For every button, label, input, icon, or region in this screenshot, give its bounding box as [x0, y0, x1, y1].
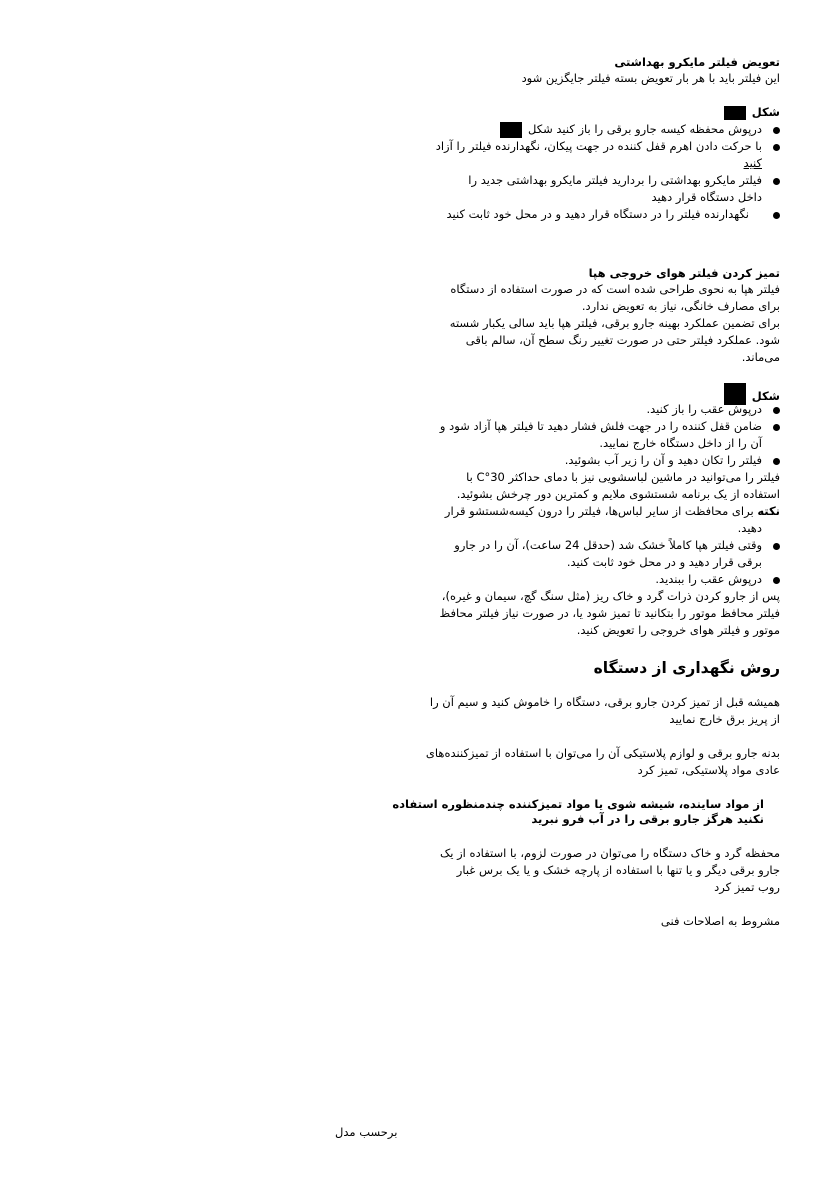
bullet-icon	[773, 458, 780, 465]
para-line: عادی مواد پلاستیکی، تمیز کرد	[637, 763, 780, 777]
step-item: نگهدارنده فیلتر را در دستگاه قرار دهید و در محل خود ثابت کنید	[446, 207, 749, 221]
step-item: فیلتر مایکرو بهداشتی را بردارید فیلتر مایکرو بهداشتی جدید را	[468, 173, 762, 187]
step-item-cont: آن را از داخل دستگاه خارج نمایید.	[599, 436, 762, 450]
note-label: نکته	[757, 504, 780, 518]
para-line: محفظه گرد و خاک دستگاه را می‌توان در صورت لزوم، با استفاده از یک	[439, 846, 780, 860]
para-line: جارو برقی دیگر و یا تنها با استفاده از پارچه خشک و یا یک برس غبار	[456, 863, 780, 877]
step-item-cont: برقی قرار دهید و در محل خود ثابت کنید.	[566, 555, 762, 569]
step-item: با حرکت دادن اهرم قفل کننده در جهت پیکان، نگهدارنده فیلتر را آزاد	[435, 139, 762, 153]
bullet-icon	[773, 424, 780, 431]
step-item: درپوش محفظه کیسه جارو برقی را باز کنید شکل	[500, 121, 762, 138]
section-title-maintenance: روش نگهداری از دستگاه	[593, 659, 780, 677]
step-item: درپوش عقب را ببندید.	[655, 572, 762, 586]
para-line: فیلتر هپا به نحوی طراحی شده است که در صورت استفاده از دستگاه	[450, 282, 780, 296]
footer-note: برحسب مدل	[335, 1125, 398, 1139]
bullet-icon	[773, 144, 780, 151]
para-line: می‌ماند.	[741, 350, 780, 364]
step-item: درپوش عقب را باز کنید.	[646, 402, 762, 416]
figure-placeholder-box	[500, 122, 522, 138]
para-line: برای تضمین عملکرد بهینه جارو برقی، فیلتر هپا باید سالی یکبار شسته	[449, 316, 780, 330]
warning-line: از مواد ساینده، شیشه شوی یا مواد تمیزکننده چندمنظوره استفاده	[392, 797, 764, 811]
bullet-icon	[773, 127, 780, 134]
warning-line: نکنید هرگز جارو برقی را در آب فرو نبرید	[531, 812, 764, 826]
section-intro: این فیلتر باید با هر بار تعویض بسته فیلتر جایگزین شود	[521, 71, 780, 85]
para-line: برای مصارف خانگی، نیاز به تعویض ندارد.	[581, 299, 780, 313]
bullet-icon	[773, 543, 780, 550]
note-line-cont: دهید.	[737, 521, 762, 535]
para-line: شود. عملکرد فیلتر حتی در صورت تغییر رنگ سطح آن، سالم باقی	[465, 333, 780, 347]
step-item-cont: کنید	[743, 156, 762, 170]
para-line: همیشه قبل از تمیز کردن جارو برقی، دستگاه را خاموش کنید و سیم آن را	[429, 695, 780, 709]
section-title-hepa: تمیز کردن فیلتر هوای خروجی هپا	[588, 266, 780, 280]
figure-label: شکل	[724, 383, 780, 405]
after-line: پس از جارو کردن ذرات گرد و خاک ریز (مثل سنگ گچ، سیمان و غیره)،	[441, 589, 780, 603]
para-line: روب تمیز کرد	[714, 880, 780, 894]
figure-placeholder-box	[724, 106, 746, 120]
bullet-icon	[773, 407, 780, 414]
step-item: وقتی فیلتر هپا کاملاً خشک شد (حدقل 24 ساعت)، آن را در جارو	[454, 538, 762, 552]
wash-line: فیلتر را می‌توانید در ماشین لباسشویی نیز با دمای حداکثر 30°C با	[466, 470, 780, 484]
step-item-cont: داخل دستگاه قرار دهید	[651, 190, 762, 204]
after-line: موتور و فیلتر هوای خروجی را تعویض کنید.	[576, 623, 780, 637]
para-line: از پریز برق خارج نمایید	[669, 712, 780, 726]
step-item: فیلتر را تکان دهید و آن را زیر آب بشوئید.	[564, 453, 762, 467]
bullet-icon	[773, 212, 780, 219]
wash-line: استفاده از یک برنامه شستشوی ملایم و کمترین دور چرخش بشوئید.	[456, 487, 780, 501]
note-line: نکته برای محافظت از سایر لباس‌ها، فیلتر را درون کیسه‌شستشو قرار	[444, 504, 780, 518]
bullet-icon	[773, 178, 780, 185]
step-item: ضامن قفل کننده را در جهت فلش فشار دهید تا فیلتر هپا آزاد شود و	[439, 419, 762, 433]
bullet-icon	[773, 577, 780, 584]
para-line: بدنه جارو برقی و لوازم پلاستیکی آن را می‌توان با استفاده از تمیزکننده‌های	[425, 746, 780, 760]
after-line: فیلتر محافظ موتور را بتکانید تا تمیز شود یا، در صورت نیاز فیلتر محافظ	[439, 606, 780, 620]
disclaimer: مشروط به اصلاحات فنی	[660, 914, 780, 928]
figure-label: شکل	[724, 104, 780, 121]
section-title-micro-filter: تعویض فیلتر مایکرو بهداشتی	[614, 55, 780, 69]
